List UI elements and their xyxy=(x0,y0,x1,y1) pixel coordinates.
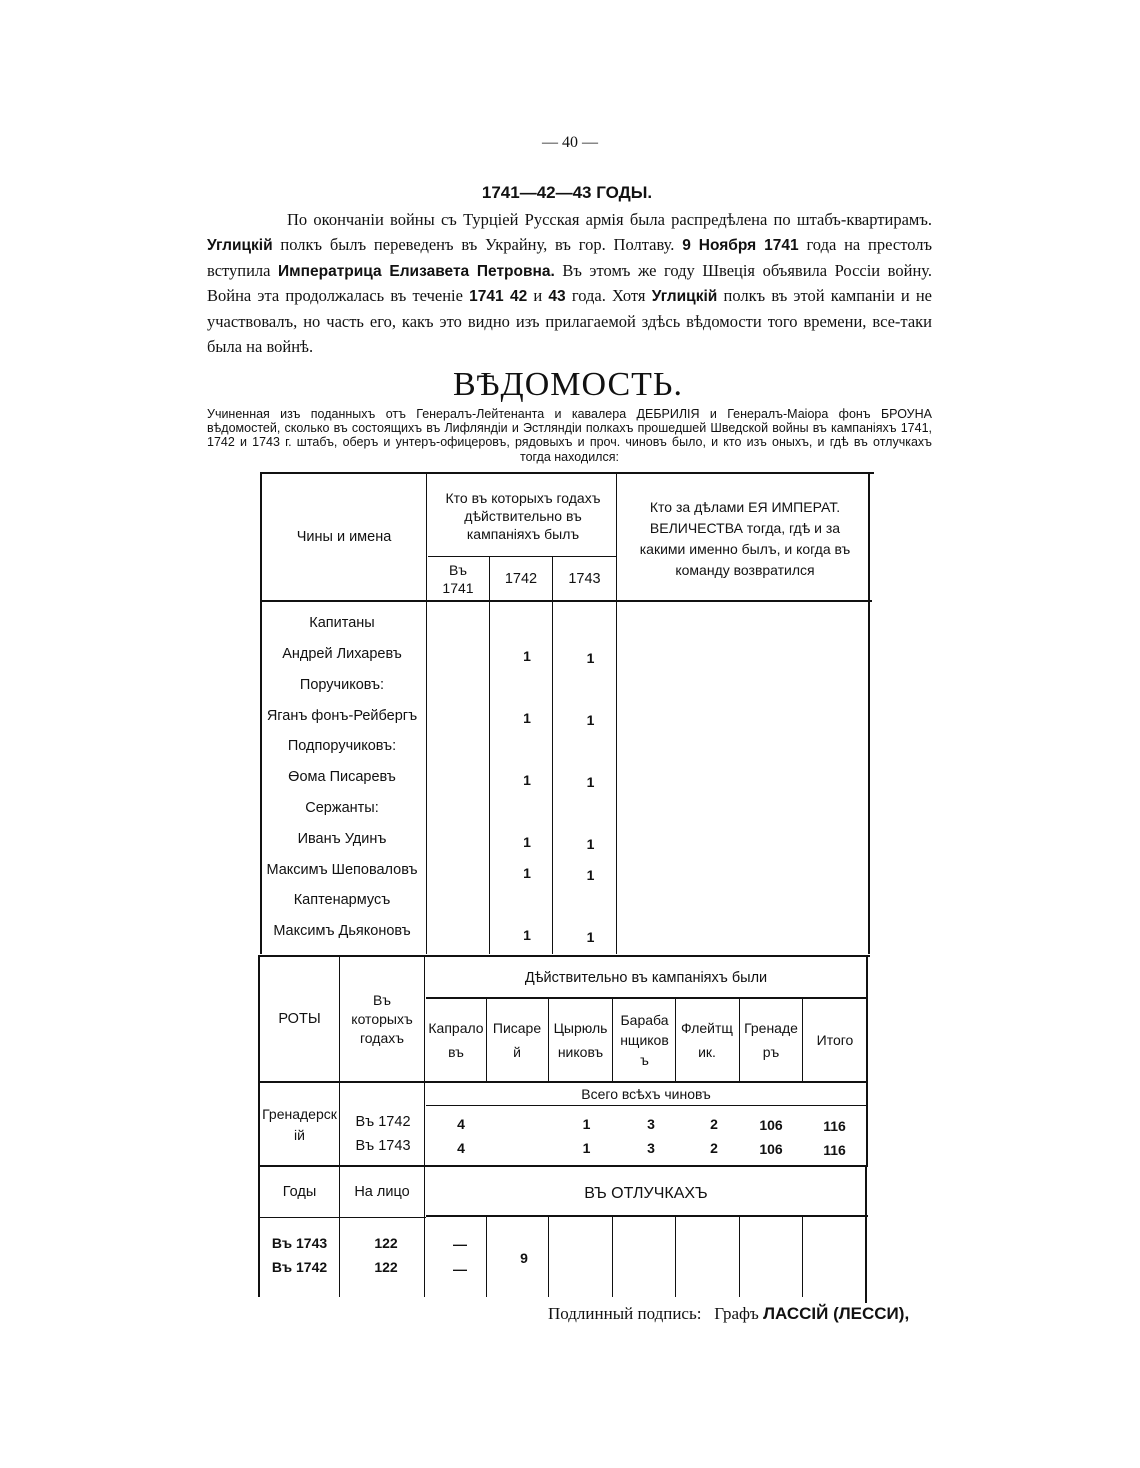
cell-drummers: 3 xyxy=(647,1139,655,1156)
row-name: Сержанты: xyxy=(305,800,379,816)
row-name: Яганъ фонъ-Рейбергъ xyxy=(266,708,418,724)
total-ranks-header: Всего всѣхъ чиновъ xyxy=(581,1086,711,1102)
col-header-fifers: Флейтщик. xyxy=(681,1020,733,1060)
cell-absent-dash: — xyxy=(453,1235,467,1252)
rule xyxy=(258,1165,868,1167)
col-header-total: Итого xyxy=(816,1032,854,1048)
col-header-1742: 1742 xyxy=(504,570,538,587)
col-header-duty: Кто за дѣлами ЕЯ ИМПЕРАТ. ВЕЛИЧЕСТВА тогда, гдѣ и за какими именно былъ, и когда въ команду возвратился xyxy=(639,499,851,578)
col-header-drummers: Барабанщиковъ xyxy=(620,1012,669,1068)
cell-1743: 1 xyxy=(586,773,595,790)
rule xyxy=(428,556,617,557)
row-year: Въ 1743 xyxy=(355,1137,411,1154)
col-header-corporals: Капраловъ xyxy=(428,1020,484,1060)
cell-absent-dash: — xyxy=(453,1260,467,1277)
cell-fifers: 2 xyxy=(710,1139,718,1156)
row-name: Каптенармусъ xyxy=(293,892,391,908)
rule xyxy=(486,997,487,1081)
row-name: Максимъ Дьяконовъ xyxy=(273,923,411,939)
cell-grenadiers: 106 xyxy=(759,1116,783,1133)
rule xyxy=(675,1217,676,1297)
col-header-1741: Въ 1741 xyxy=(442,562,474,596)
cell-grenadiers: 106 xyxy=(759,1140,783,1157)
cell-corporals: 4 xyxy=(457,1139,465,1156)
cell-absent-value: 9 xyxy=(520,1249,528,1266)
rule xyxy=(489,556,490,954)
section-heading: 1741—42—43 ГОДЫ. xyxy=(481,183,653,202)
rule xyxy=(739,1217,740,1297)
document-subtitle: Учиненная изъ поданныхъ отъ Генералъ-Лейтенанта и кавалера ДЕБРИЛІЯ и Генералъ-Маіора фонъ БРОУНА вѣдомостей, сколько въ состоящихъ въ Лифляндіи и Эстляндіи полкахъ прошедшей Шведской войны въ кампаніяхъ 1741, 1742 и 1743 г. штабъ, оберъ и унтеръ-офицеровъ, рядовыхъ и проч. чиновъ было, и кто изъ оныхъ, и гдѣ въ отлучкахъ тогда находился: xyxy=(207,407,932,464)
page-number: — 40 — xyxy=(542,134,598,151)
row-year: Въ 1742 xyxy=(271,1258,328,1275)
row-year: Въ 1743 xyxy=(271,1234,328,1251)
cell-clerks xyxy=(487,1114,548,1134)
signature-title: Графъ xyxy=(714,1304,759,1323)
row-name: Андрей Лихаревъ xyxy=(282,646,402,662)
rule xyxy=(866,955,868,1167)
cell-1743: 1 xyxy=(586,711,595,728)
row-name: Өома Писаревъ xyxy=(288,769,396,785)
col-header-grenadiers: Гренадеръ xyxy=(744,1020,798,1060)
col-header-barbers: Цырюльниковъ xyxy=(553,1020,608,1060)
cell-1742: 1 xyxy=(523,771,531,788)
signature-line xyxy=(548,1304,909,1324)
col-header-campaign: Дѣйствительно въ кампаніяхъ были xyxy=(524,969,768,986)
rule xyxy=(548,997,549,1081)
rule xyxy=(612,997,613,1081)
cell-present: 122 xyxy=(374,1234,398,1251)
rule xyxy=(426,472,427,954)
signature-label: Подлинный подпись: xyxy=(548,1304,702,1323)
row-name: Иванъ Удинъ xyxy=(297,831,387,847)
col-header-present: На лицо xyxy=(354,1183,410,1200)
cell-total: 116 xyxy=(823,1117,846,1134)
rule xyxy=(260,600,872,602)
col-header-years: Годы xyxy=(282,1183,317,1200)
cell-1743: 1 xyxy=(586,835,595,852)
cell-1742: 1 xyxy=(523,864,531,881)
rule xyxy=(258,955,870,957)
row-name: Капитаны xyxy=(309,615,375,631)
cell-1742: 1 xyxy=(523,926,531,943)
row-name: Поручиковъ: xyxy=(299,677,385,693)
cell-1742: 1 xyxy=(523,833,531,850)
cell-1743: 1 xyxy=(586,866,595,883)
cell-clerks xyxy=(487,1138,548,1158)
cell-drummers: 3 xyxy=(647,1115,655,1132)
cell-present: 122 xyxy=(374,1258,398,1275)
cell-fifers: 2 xyxy=(710,1115,718,1132)
rule xyxy=(675,997,676,1081)
rule xyxy=(802,997,803,1081)
body-paragraph: По окончаніи войны съ Турціей Русская армія была распредѣлена по штабъ-квартирамъ. Углицкій полкъ былъ переведенъ въ Украйну, въ гор. Полтаву. 9 Ноября 1741 года на престолъ вступила Императрица Елизавета Петровна. Въ этомъ же году Швеція объявила Россіи войну. Война эта продолжалась въ теченіе 1741 42 и 43 года. Хотя Углицкій полкъ въ этой кампаніи и не участвовалъ, но часть его, какъ это видно изъ прилагаемой здѣсь вѣдомости того времени, все-таки была на войнѣ. xyxy=(207,210,933,356)
cell-barbers: 1 xyxy=(582,1139,591,1156)
rule xyxy=(739,997,740,1081)
row-year: Въ 1742 xyxy=(355,1113,411,1130)
row-name: Максимъ Шеповаловъ xyxy=(266,862,418,878)
col-header-absent: ВЪ ОТЛУЧКАХЪ xyxy=(584,1184,708,1202)
col-header-names: Чины и имена xyxy=(296,528,392,545)
cell-1743: 1 xyxy=(586,649,595,666)
col-header-rotas: РОТЫ xyxy=(278,1010,321,1027)
company-name: Гренадерскій xyxy=(262,1106,337,1143)
rule xyxy=(802,1217,803,1297)
rule xyxy=(612,1217,613,1297)
rule xyxy=(426,1105,868,1106)
rule xyxy=(868,472,870,954)
cell-corporals: 4 xyxy=(457,1115,465,1132)
cell-1743: 1 xyxy=(586,928,595,945)
signature-name: ЛАССІЙ (ЛЕССИ), xyxy=(763,1304,910,1323)
cell-1742: 1 xyxy=(523,709,531,726)
cell-1742: 1 xyxy=(523,647,531,664)
rule xyxy=(258,1081,868,1083)
col-header-clerks: Писарей xyxy=(492,1020,542,1060)
cell-barbers: 1 xyxy=(582,1115,591,1132)
col-header-years: Кто въ которыхъ годахъ дѣйствительно въ кампаніяхъ былъ xyxy=(445,490,601,542)
col-header-1743: 1743 xyxy=(568,570,601,587)
row-name: Подпоручиковъ: xyxy=(287,738,397,754)
col-header-years: Въ которыхъ годахъ xyxy=(351,991,413,1046)
document-title: ВѢДОМОСТЬ. xyxy=(453,366,683,403)
rule xyxy=(552,556,553,954)
rule xyxy=(258,1217,426,1218)
cell-total: 116 xyxy=(823,1141,846,1158)
